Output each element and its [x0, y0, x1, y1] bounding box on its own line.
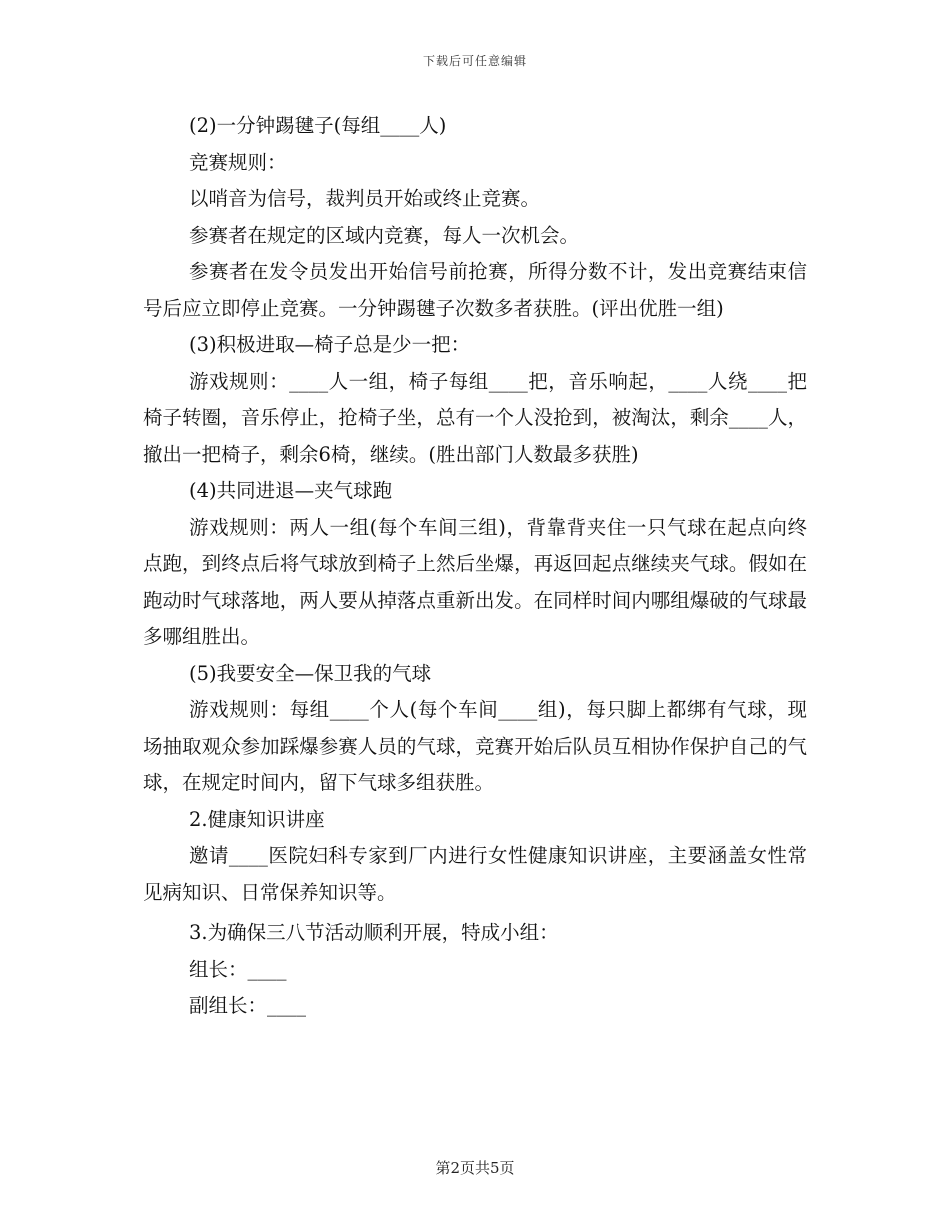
rule-paragraph: 参赛者在发令员发出开始信号前抢赛，所得分数不计，发出竞赛结束信号后应立即停止竞赛。一分钟踢毽子次数多者获胜。(评出优胜一组)	[143, 260, 807, 320]
game-rules-paragraph: 游戏规则：____人一组，椅子每组____把，音乐响起，____人绕____把椅子转圈，音乐停止，抢椅子坐，总有一个人没抢到，被淘汰，剩余____人，撤出一把椅子，剩余6椅，继续。(胜出部门人数最多获胜)	[143, 369, 807, 466]
section-2-title: 2.健康知识讲座	[189, 807, 325, 831]
document-body	[143, 108, 807, 1025]
game-rules-paragraph: 游戏规则：每组____个人(每个车间____组)，每只脚上都绑有气球，现场抽取观众参加踩爆参赛人员的气球，竞赛开始后队员互相协作保护自己的气球，在规定时间内，留下气球多组获胜。	[143, 698, 807, 794]
item-2-title: (2)一分钟踢毽子(每组____人)	[189, 114, 447, 137]
rules-heading: 竞赛规则：	[189, 150, 287, 174]
rule-paragraph: 以哨音为信号，裁判员开始或终止竞赛。	[189, 187, 541, 210]
rule-paragraph: 参赛者在规定的区域内竞赛，每人一次机会。	[189, 223, 580, 247]
deputy-leader-line: 副组长：____	[189, 994, 307, 1017]
section-3-title: 3.为确保三八节活动顺利开展，特成小组：	[189, 921, 559, 944]
page-header: 下载后可任意编辑	[422, 54, 527, 68]
item-3-title: (3)积极进取—椅子总是少一把：	[189, 333, 471, 356]
item-5-title: (5)我要安全—保卫我的气球	[189, 661, 432, 685]
game-rules-paragraph: 游戏规则：两人一组(每个车间三组)，背靠背夹住一只气球在起点向终点跑，到终点后将气球放到椅子上然后坐爆，再返回起点继续夹气球。假如在跑动时气球落地，两人要从掉落点重新出发。在同样时间内哪组爆破的气球最多哪组胜出。	[143, 515, 807, 648]
page-footer: 第2页共5页	[435, 1159, 515, 1177]
group-leader-line: 组长：____	[189, 957, 287, 981]
item-4-title: (4)共同进退—夹气球跑	[189, 479, 393, 502]
lecture-paragraph: 邀请____医院妇科专家到厂内进行女性健康知识讲座，主要涵盖女性常见病知识、日常保养知识等。	[143, 844, 807, 904]
